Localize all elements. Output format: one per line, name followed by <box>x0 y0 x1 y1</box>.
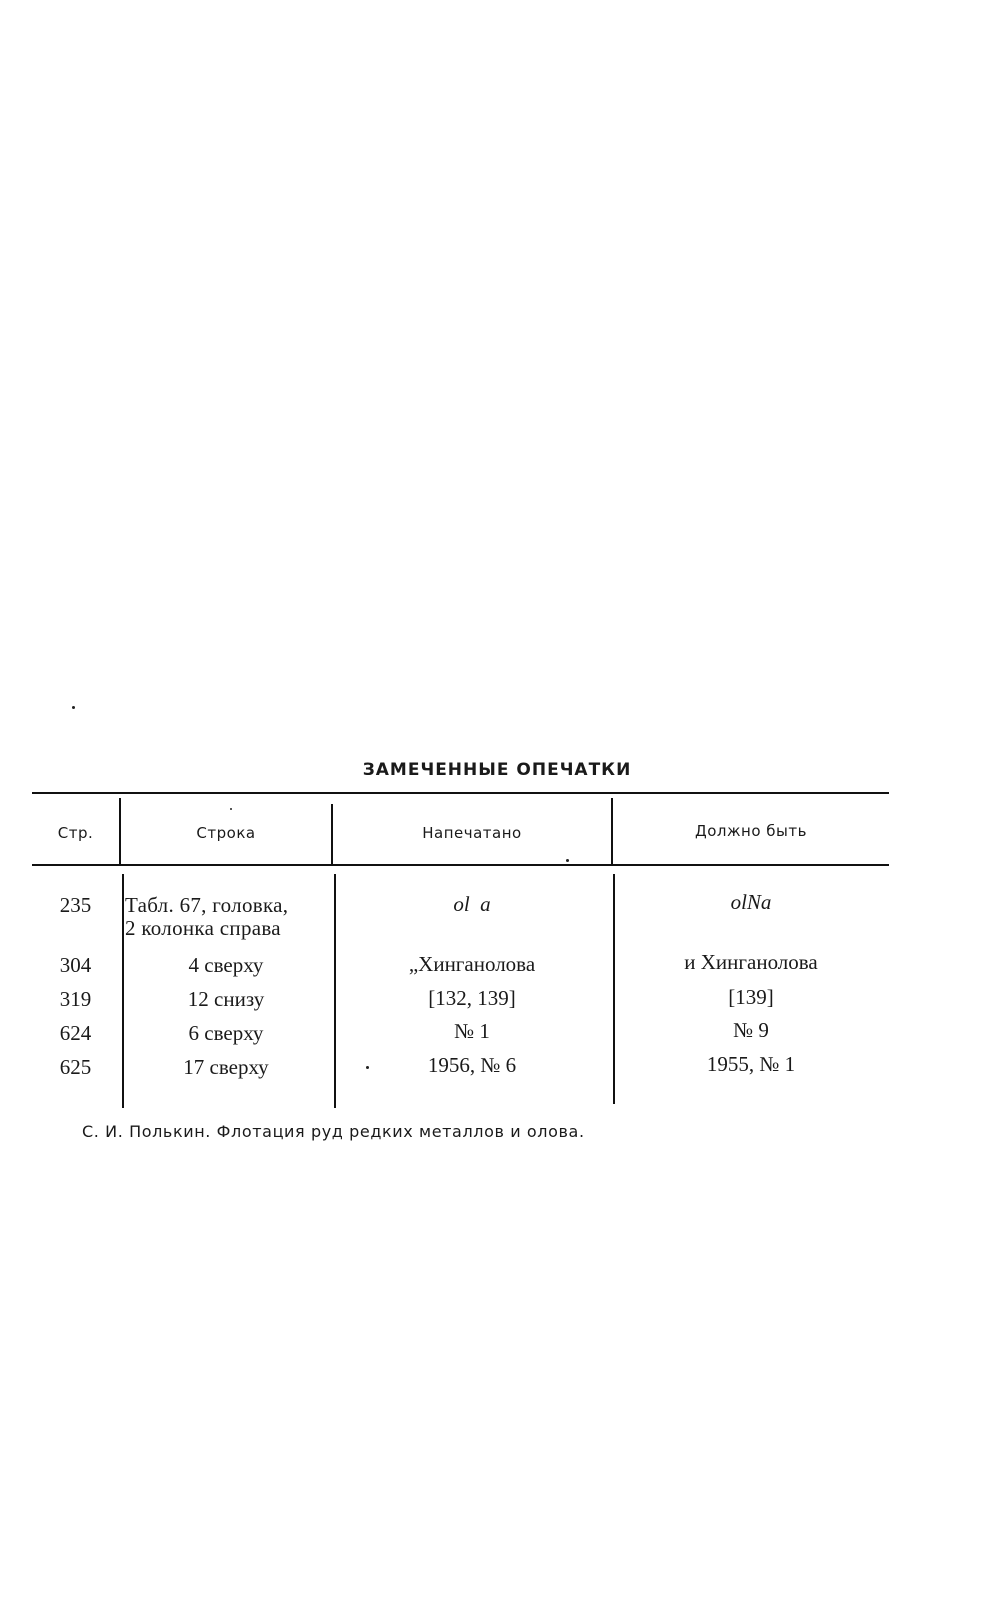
cell-page: 304 <box>59 953 92 977</box>
header-line: Строка <box>196 824 256 842</box>
header-page: Стр. <box>57 824 94 842</box>
cell-correct: 1955, № 1 <box>706 1052 796 1076</box>
cell-correct: olNa <box>730 890 772 914</box>
cell-page: 319 <box>59 987 92 1011</box>
cell-printed: „Хинганолова <box>408 952 536 976</box>
header-printed: Напечатано <box>422 824 522 842</box>
print-speck <box>230 808 232 810</box>
cell-line: 4 сверху <box>188 953 264 977</box>
book-caption: С. И. Полькин. Флотация руд редких металлов и олова. <box>82 1122 585 1141</box>
cell-correct: и Хинганолова <box>684 950 818 974</box>
cell-correct: [139] <box>728 985 774 1009</box>
cell-line: Табл. 67, головка, <box>125 893 289 917</box>
cell-printed: ol a <box>453 892 491 916</box>
cell-page: 625 <box>59 1055 92 1079</box>
cell-printed: 1956, № 6 <box>427 1053 517 1077</box>
errata-title: ЗАМЕЧЕННЫЕ ОПЕЧАТКИ <box>362 760 632 780</box>
cell-line: 6 сверху <box>188 1021 264 1045</box>
cell-printed: № 1 <box>454 1019 490 1043</box>
cell-line: 12 снизу <box>187 987 265 1011</box>
table-top-rule <box>32 792 889 794</box>
cell-correct: № 9 <box>733 1018 769 1042</box>
header-correct: Должно быть <box>695 822 807 840</box>
table-header-rule <box>32 864 889 866</box>
print-speck <box>566 859 569 862</box>
cell-printed: [132, 139] <box>428 986 516 1010</box>
print-speck <box>72 706 75 709</box>
cell-page: 624 <box>59 1021 92 1045</box>
cell-page: 235 <box>59 893 92 917</box>
cell-line: 17 сверху <box>183 1055 269 1079</box>
cell-line: 2 колонка справа <box>125 916 281 940</box>
